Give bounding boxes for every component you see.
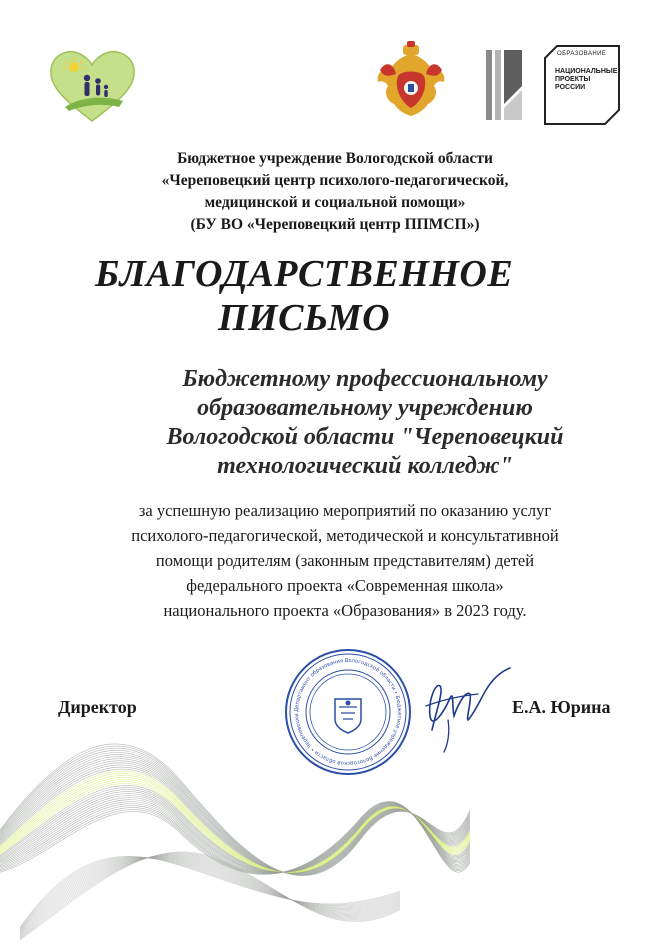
document-title-line-2: ПИСЬМО: [218, 297, 391, 339]
national-projects-line-1: НАЦИОНАЛЬНЫЕ: [555, 68, 618, 75]
national-projects-line-2: ПРОЕКТЫ: [555, 76, 591, 83]
document-title-line-1: БЛАГОДАРСТВЕННОЕ: [95, 253, 514, 295]
gratitude-text: [40, 498, 650, 623]
director-name: Е.А. Юрина: [512, 697, 611, 717]
organization-line-3: медицинской и социальной помощи»: [204, 194, 466, 211]
gratitude-line-1: за успешную реализацию мероприятий по оказанию услуг: [138, 501, 552, 520]
gratitude-line-2: психолого-педагогической, методической и консультативной: [131, 526, 559, 545]
swirl-line-lower: [20, 853, 400, 939]
national-projects-line-3: РОССИИ: [555, 84, 586, 91]
swirl-line-lower: [20, 854, 400, 937]
organization-line-1: Бюджетное учреждение Вологодской области: [177, 150, 493, 167]
gratitude-line-4: федерального проекта «Современная школа»: [186, 576, 504, 595]
official-stamp: [283, 647, 413, 777]
recipient-line-1: Бюджетному профессиональному: [182, 366, 548, 392]
organization-line-4: (БУ ВО «Череповецкий центр ППМСП»): [190, 216, 480, 233]
organization-line-2: «Череповецкий центр психолого-педагогической,: [161, 172, 509, 189]
swirl-line: [0, 803, 470, 873]
stamp-seal-icon: [283, 647, 413, 777]
center-logo: [45, 45, 140, 125]
organization-block: [0, 148, 670, 236]
national-projects-logo: [543, 44, 621, 126]
recipient-block: [60, 365, 670, 481]
abstract-mark-icon: [476, 46, 526, 124]
swirl-line-lower: [20, 857, 400, 934]
recipient-line-4: технологический колледж": [217, 453, 513, 479]
swirl-line-lower: [20, 857, 400, 935]
gratitude-line-3: помощи родителям (законным представителям) детей: [155, 551, 535, 570]
swirl-line-lower: [20, 856, 400, 937]
stamp-text: Департамент образования Вологодской области • Бюджетное учреждение Вологодской области • Череповецки: [293, 657, 403, 767]
heart-family-logo-icon: [45, 45, 140, 125]
director-position: Директор: [58, 697, 137, 717]
swirl-line: [0, 786, 470, 873]
double-headed-eagle-emblem-icon: [372, 40, 450, 122]
signature-scribble-icon: [418, 660, 518, 755]
swirl-line: [0, 802, 470, 873]
sport-ministry-mark: [476, 46, 526, 124]
ministry-emblem: [372, 40, 450, 122]
swirl-line-lower: [20, 852, 400, 940]
national-projects-small-label: ОБРАЗОВАНИЕ: [557, 51, 607, 57]
handwritten-signature: [418, 660, 518, 755]
recipient-line-3: Вологодской области "Череповецкий: [166, 424, 564, 450]
recipient-line-2: образовательному учреждению: [197, 395, 533, 421]
gratitude-line-5: национального проекта «Образования» в 2023 году.: [163, 601, 527, 620]
swirl-line: [0, 790, 470, 873]
